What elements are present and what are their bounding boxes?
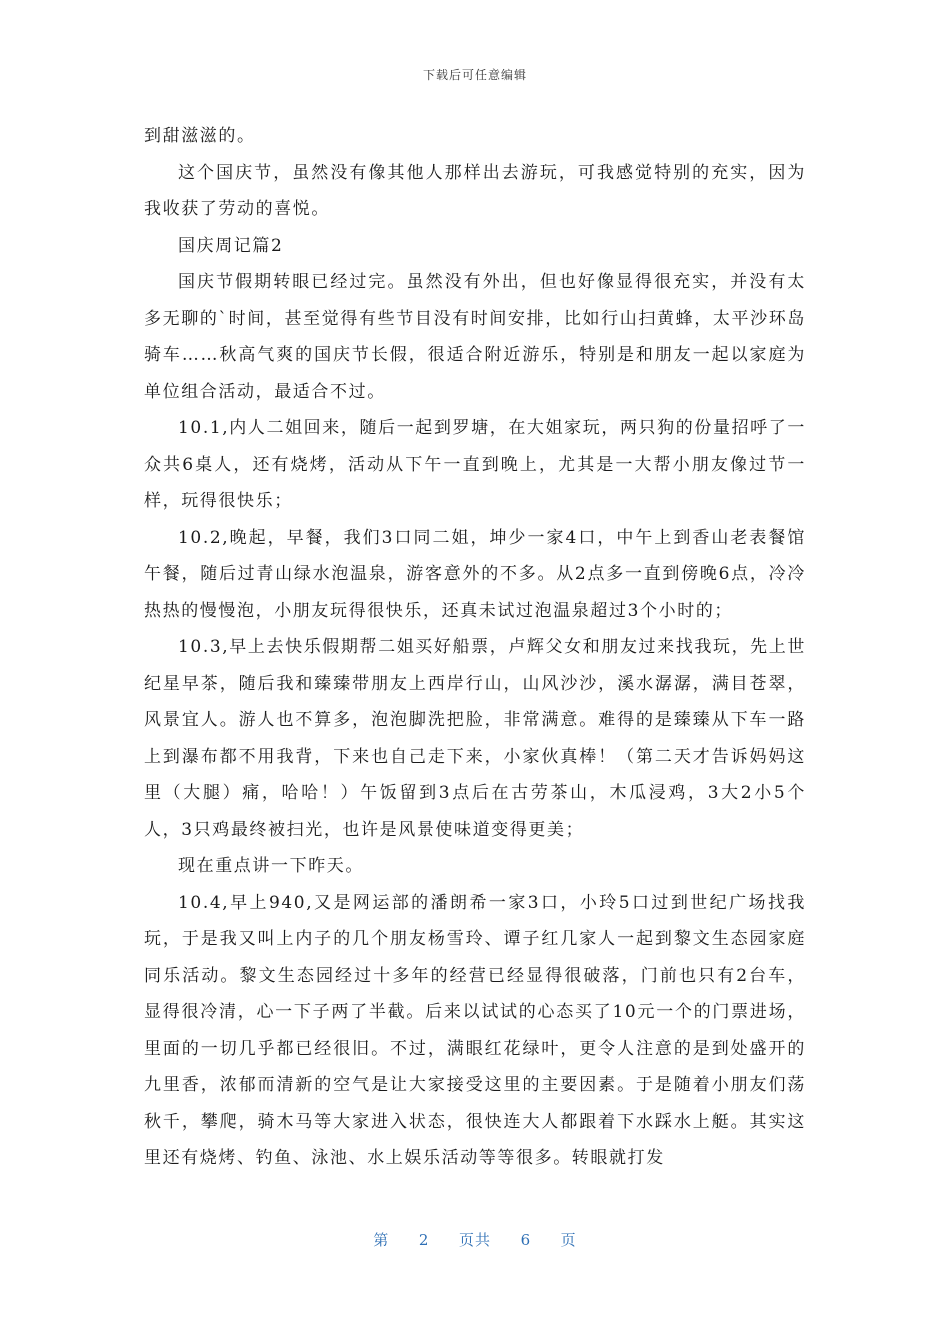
paragraph: 现在重点讲一下昨天。 — [178, 856, 364, 876]
paragraph-continuation: 到甜滋滋的。 — [144, 126, 256, 146]
footer-total-pages: 6 — [520, 1231, 532, 1249]
page-footer — [0, 1229, 950, 1250]
footer-middle: 页共 — [458, 1231, 491, 1249]
page-header: 下载后可任意编辑 — [422, 68, 527, 82]
section-heading: 国庆周记篇2 — [178, 235, 284, 256]
paragraph: 国庆节假期转眼已经过完。虽然没有外出，但也好像显得很充实，并没有太多无聊的`时间，甚至觉得有些节目没有时间安排，比如行山扫黄蜂，太平沙环岛骑车……秋高气爽的国庆节长假，很适合附近游乐，特别是和朋友一起以家庭为单位组合活动，最适合不过。 — [144, 272, 806, 402]
footer-prefix: 第 — [373, 1231, 390, 1249]
paragraph: 10.1,内人二姐回来，随后一起到罗塘，在大姐家玩，两只狗的份量招呼了一众共6桌人，还有烧烤，活动从下午一直到晚上，尤其是一大帮小朋友像过节一样，玩得很快乐； — [144, 418, 806, 511]
paragraph: 10.3,早上去快乐假期帮二姐买好船票，卢辉父女和朋友过来找我玩，先上世纪星早茶，随后我和臻臻带朋友上西岸行山，山风沙沙，溪水潺潺，满目苍翠，风景宜人。游人也不算多，泡泡脚洗把脸，非常满意。难得的是臻臻从下车一路上到瀑布都不用我背，下来也自己走下来，小家伙真棒！（第二天才告诉妈妈这里（大腿）痛，哈哈！）午饭留到3点后在古劳茶山，木瓜浸鸡，3大2小5个人，3只鸡最终被扫光，也许是风景使味道变得更美； — [144, 637, 806, 840]
paragraph: 10.2,晚起，早餐，我们3口同二姐，坤少一家4口，中午上到香山老表餐馆午餐，随后过青山绿水泡温泉，游客意外的不多。从2点多一直到傍晚6点，冷冷热热的慢慢泡，小朋友玩得很快乐，还真未试过泡温泉超过3个小时的； — [144, 527, 806, 621]
footer-suffix: 页 — [560, 1231, 577, 1249]
paragraph: 10.4,早上940,又是网运部的潘朗希一家3口，小玲5口过到世纪广场找我玩，于是我又叫上内子的几个朋友杨雪玲、谭子红几家人一起到黎文生态园家庭同乐活动。黎文生态园经过十多年的经营已经显得很破落，门前也只有2台车，显得很冷清，心一下子两了半截。后来以试试的心态买了10元一个的门票进场，里面的一切几乎都已经很旧。不过，满眼红花绿叶，更令人注意的是到处盛开的九里香，浓郁而清新的空气是让大家接受这里的主要因素。于是随着小朋友们荡秋千，攀爬，骑木马等大家进入状态，很快连大人都跟着下水踩水上艇。其实这里还有烧烤、钓鱼、泳池、水上娱乐活动等等很多。转眼就打发 — [144, 892, 806, 1168]
footer-page-number: 2 — [418, 1231, 430, 1249]
paragraph: 这个国庆节，虽然没有像其他人那样出去游玩，可我感觉特别的充实，因为我收获了劳动的喜悦。 — [144, 162, 806, 219]
document-body — [144, 118, 806, 1177]
